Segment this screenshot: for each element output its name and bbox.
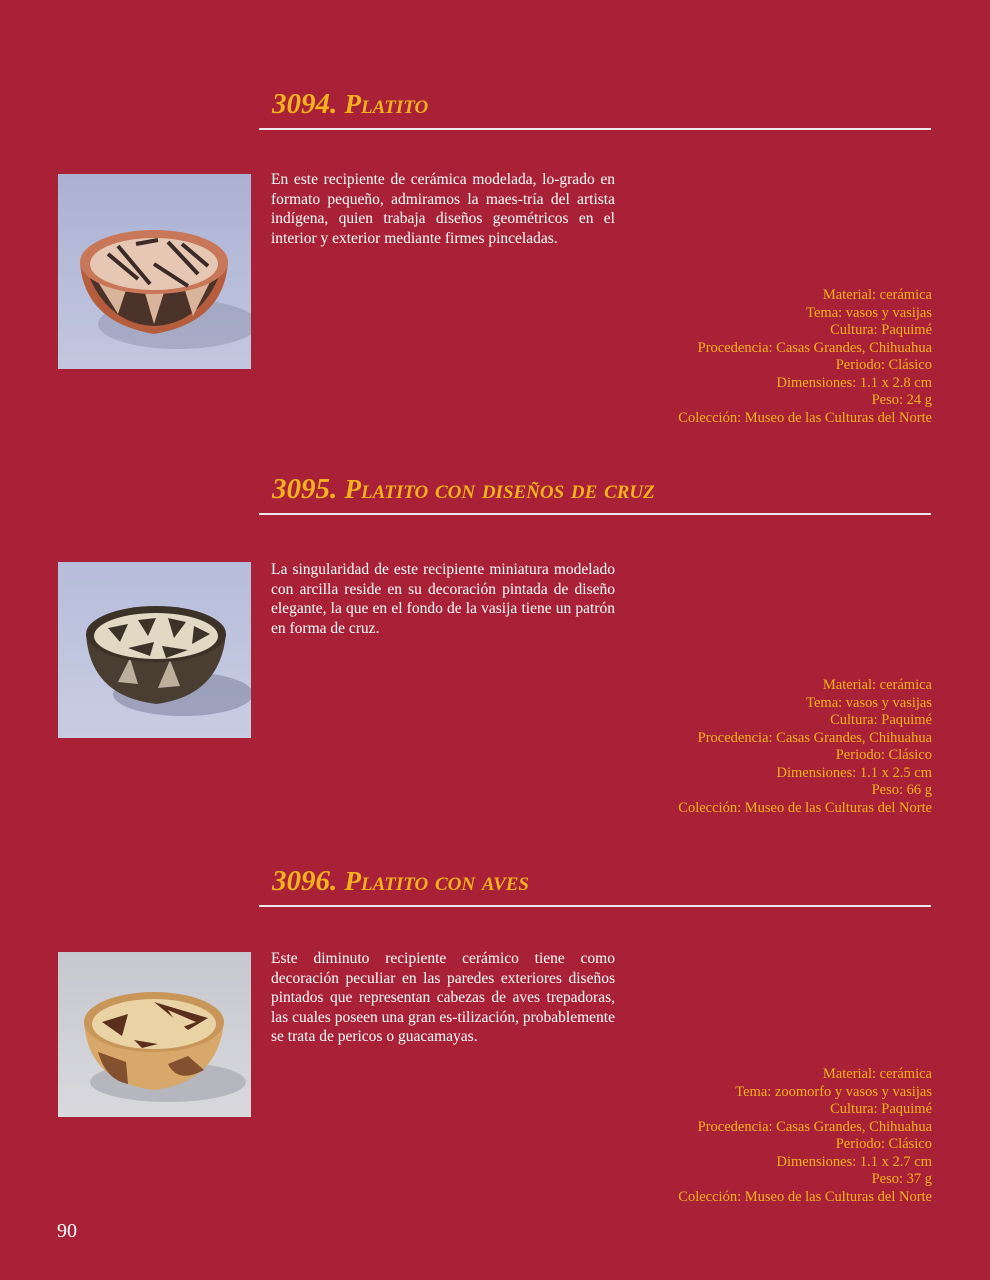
- procedencia: Procedencia: Casas Grandes, Chihuahua: [697, 1118, 932, 1135]
- procedencia: Procedencia: Casas Grandes, Chihuahua: [697, 339, 932, 356]
- title-divider: [259, 905, 931, 907]
- peso: Peso: 66 g: [871, 782, 932, 798]
- material: Material: cerámica: [822, 1066, 932, 1082]
- cultura: Cultura: Paquimé: [830, 322, 932, 338]
- dimensiones: Dimensiones: 1.1 x 2.5 cm: [776, 764, 932, 781]
- bowl-photo-3094: [58, 174, 251, 369]
- title-divider: [259, 128, 931, 130]
- peso: Peso: 37 g: [871, 1171, 932, 1187]
- entry-title: [272, 867, 529, 896]
- tema: Tema: vasos y vasijas: [806, 304, 932, 321]
- tema: Tema: vasos y vasijas: [806, 694, 932, 711]
- entry-metadata-3094: [678, 287, 932, 427]
- entry-title: [272, 90, 428, 119]
- material: Material: cerámica: [822, 677, 932, 693]
- periodo: Periodo: Clásico: [835, 747, 932, 763]
- peso: Peso: 24 g: [871, 392, 932, 408]
- coleccion: Colección: Museo de las Culturas del Norte: [678, 1188, 932, 1205]
- entry-description-3095: La singularidad de este recipiente miniatura modelado con arcilla reside en su decoración pintada de diseño elegante, la que en el fondo de la vasija tiene un patrón en forma de cruz.: [271, 561, 615, 637]
- entry-name: Platito con diseños de cruz: [344, 474, 655, 504]
- entry-description-3096: Este diminuto recipiente cerámico tiene como decoración peculiar en las paredes exteriores diseños pintados que representan cabezas de aves trepadoras, las cuales poseen una gran es-tilización, probablemente se trata de pericos o guacamayas.: [271, 950, 615, 1045]
- coleccion: Colección: Museo de las Culturas del Norte: [678, 409, 932, 426]
- bowl-photo-3096: [58, 952, 251, 1117]
- bowl-photo-3095: [58, 562, 251, 738]
- entry-number: 3096.: [272, 865, 338, 897]
- tema: Tema: zoomorfo y vasos y vasijas: [735, 1083, 932, 1100]
- entry-title: [272, 475, 655, 504]
- entry-number: 3095.: [272, 473, 338, 505]
- periodo: Periodo: Clásico: [835, 1136, 932, 1152]
- cultura: Cultura: Paquimé: [830, 1101, 932, 1117]
- entry-name: Platito con aves: [344, 866, 529, 896]
- coleccion: Colección: Museo de las Culturas del Norte: [678, 799, 932, 816]
- entry-metadata-3095: [678, 677, 932, 817]
- procedencia: Procedencia: Casas Grandes, Chihuahua: [697, 729, 932, 746]
- entry-description-3094: En este recipiente de cerámica modelada, lo-grado en formato pequeño, admiramos la maes-tría del artista indígena, quien trabaja diseños geométricos en el interior y exterior mediante firmes pinceladas.: [271, 171, 615, 247]
- cultura: Cultura: Paquimé: [830, 712, 932, 728]
- dimensiones: Dimensiones: 1.1 x 2.8 cm: [776, 374, 932, 391]
- entry-number: 3094.: [272, 88, 338, 120]
- page-number: 90: [57, 1220, 77, 1242]
- periodo: Periodo: Clásico: [835, 357, 932, 373]
- material: Material: cerámica: [822, 287, 932, 303]
- entry-metadata-3096: [678, 1066, 932, 1206]
- dimensiones: Dimensiones: 1.1 x 2.7 cm: [776, 1153, 932, 1170]
- title-divider: [259, 513, 931, 515]
- entry-name: Platito: [344, 89, 429, 119]
